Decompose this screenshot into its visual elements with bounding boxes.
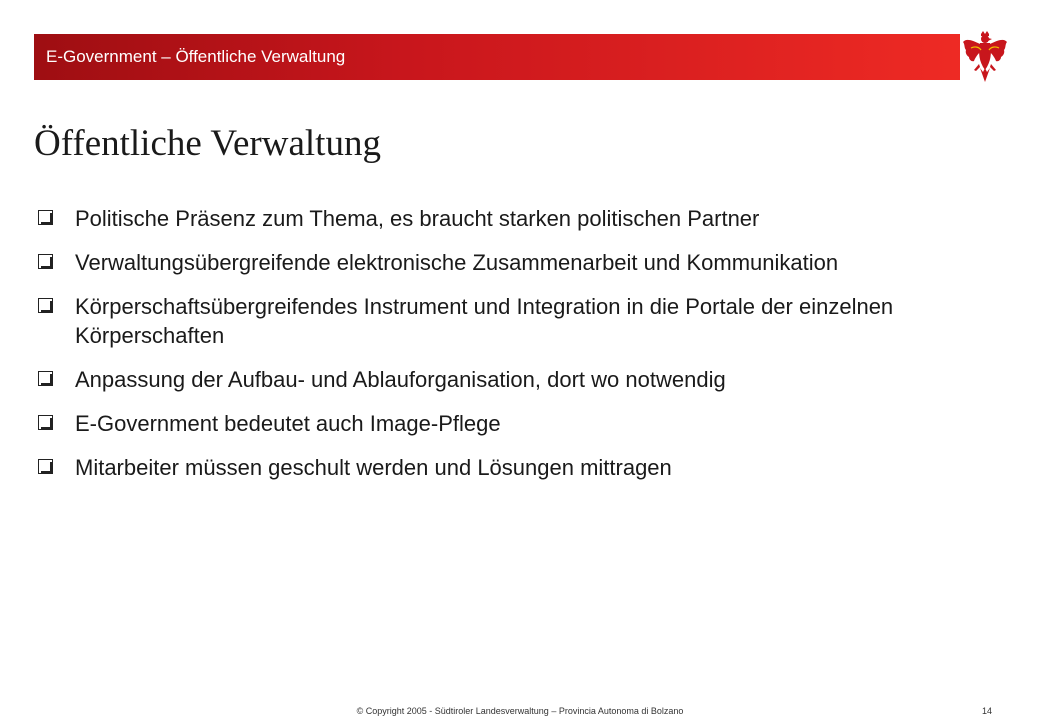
tyrolean-eagle-icon — [962, 30, 1008, 84]
bullet-text: Politische Präsenz zum Thema, es braucht starken politischen Partner — [75, 206, 760, 231]
bullet-list — [38, 204, 978, 497]
bullet-text: E-Government bedeutet auch Image-Pflege — [75, 411, 501, 436]
bullet-text: Mitarbeiter müssen geschult werden und Lösungen mittragen — [75, 455, 672, 480]
list-item — [38, 453, 978, 482]
checkbox-square-icon — [38, 459, 53, 474]
page-number: 14 — [982, 706, 993, 716]
checkbox-square-icon — [38, 415, 53, 430]
list-item — [38, 292, 978, 350]
checkbox-square-icon — [38, 298, 53, 313]
bullet-text: Verwaltungsübergreifende elektronische Zusammenarbeit und Kommunikation — [75, 250, 839, 275]
header-bar — [34, 34, 960, 80]
list-item — [38, 248, 978, 277]
list-item — [38, 409, 978, 438]
checkbox-square-icon — [38, 210, 53, 225]
list-item — [38, 365, 978, 394]
bullet-text: Körperschaftsübergreifendes Instrument und Integration in die Portale der einzelnen Körperschaften — [75, 294, 894, 348]
list-item — [38, 204, 978, 233]
checkbox-square-icon — [38, 371, 53, 386]
header-title: E-Government – Öffentliche Verwaltung — [46, 47, 346, 66]
footer-copyright: © Copyright 2005 - Südtiroler Landesverwaltung – Provincia Autonoma di Bolzano — [356, 706, 684, 716]
bullet-text: Anpassung der Aufbau- und Ablauforganisation, dort wo notwendig — [75, 367, 726, 392]
slide-title: Öffentliche Verwaltung — [34, 123, 381, 164]
checkbox-square-icon — [38, 254, 53, 269]
